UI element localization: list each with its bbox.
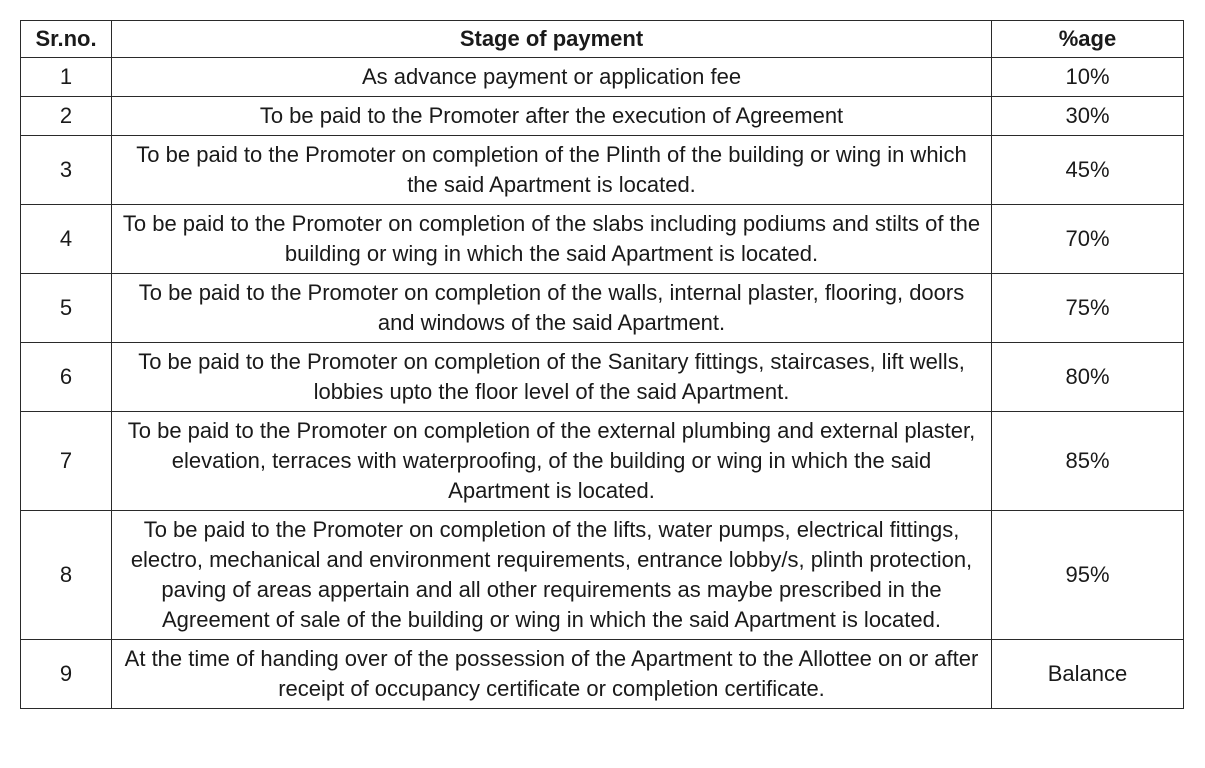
srno-cell: 2 (21, 97, 112, 136)
stage-cell: To be paid to the Promoter on completion of the walls, internal plaster, flooring, doors and windows of the said Apartment. (112, 274, 992, 343)
srno-cell: 3 (21, 136, 112, 205)
stage-cell: To be paid to the Promoter on completion of the Plinth of the building or wing in which the said Apartment is located. (112, 136, 992, 205)
stage-cell: To be paid to the Promoter on completion of the lifts, water pumps, electrical fittings, electro, mechanical and environment requirements, entrance lobby/s, plinth protection, paving of areas appertain and all other requirements as maybe prescribed in the Agreement of sale of the building or wing in which the said Apartment is located. (112, 511, 992, 640)
percentage-cell: 95% (992, 511, 1184, 640)
header-percentage: %age (992, 21, 1184, 58)
percentage-cell: 10% (992, 58, 1184, 97)
header-stage: Stage of payment (112, 21, 992, 58)
table-row (21, 412, 1184, 511)
stage-cell: To be paid to the Promoter on completion of the Sanitary fittings, staircases, lift wells, lobbies upto the floor level of the said Apartment. (112, 343, 992, 412)
stage-cell: To be paid to the Promoter after the execution of Agreement (112, 97, 992, 136)
stage-cell: As advance payment or application fee (112, 58, 992, 97)
table-row (21, 343, 1184, 412)
stage-cell: At the time of handing over of the possession of the Apartment to the Allottee on or after receipt of occupancy certificate or completion certificate. (112, 640, 992, 709)
table-row (21, 205, 1184, 274)
srno-cell: 7 (21, 412, 112, 511)
header-srno: Sr.no. (21, 21, 112, 58)
table-row (21, 640, 1184, 709)
table-body (21, 58, 1184, 709)
table-row (21, 97, 1184, 136)
srno-cell: 6 (21, 343, 112, 412)
srno-cell: 5 (21, 274, 112, 343)
srno-cell: 8 (21, 511, 112, 640)
percentage-cell: 80% (992, 343, 1184, 412)
srno-cell: 4 (21, 205, 112, 274)
percentage-cell: Balance (992, 640, 1184, 709)
stage-cell: To be paid to the Promoter on completion of the slabs including podiums and stilts of the building or wing in which the said Apartment is located. (112, 205, 992, 274)
percentage-cell: 45% (992, 136, 1184, 205)
table-row (21, 58, 1184, 97)
percentage-cell: 30% (992, 97, 1184, 136)
percentage-cell: 70% (992, 205, 1184, 274)
table-row (21, 274, 1184, 343)
table-row (21, 511, 1184, 640)
srno-cell: 1 (21, 58, 112, 97)
srno-cell: 9 (21, 640, 112, 709)
percentage-cell: 75% (992, 274, 1184, 343)
stage-cell: To be paid to the Promoter on completion of the external plumbing and external plaster, elevation, terraces with waterproofing, of the building or wing in which the said Apartment is located. (112, 412, 992, 511)
table-row (21, 136, 1184, 205)
percentage-cell: 85% (992, 412, 1184, 511)
table-header-row (21, 21, 1184, 58)
payment-schedule-table (20, 20, 1184, 709)
